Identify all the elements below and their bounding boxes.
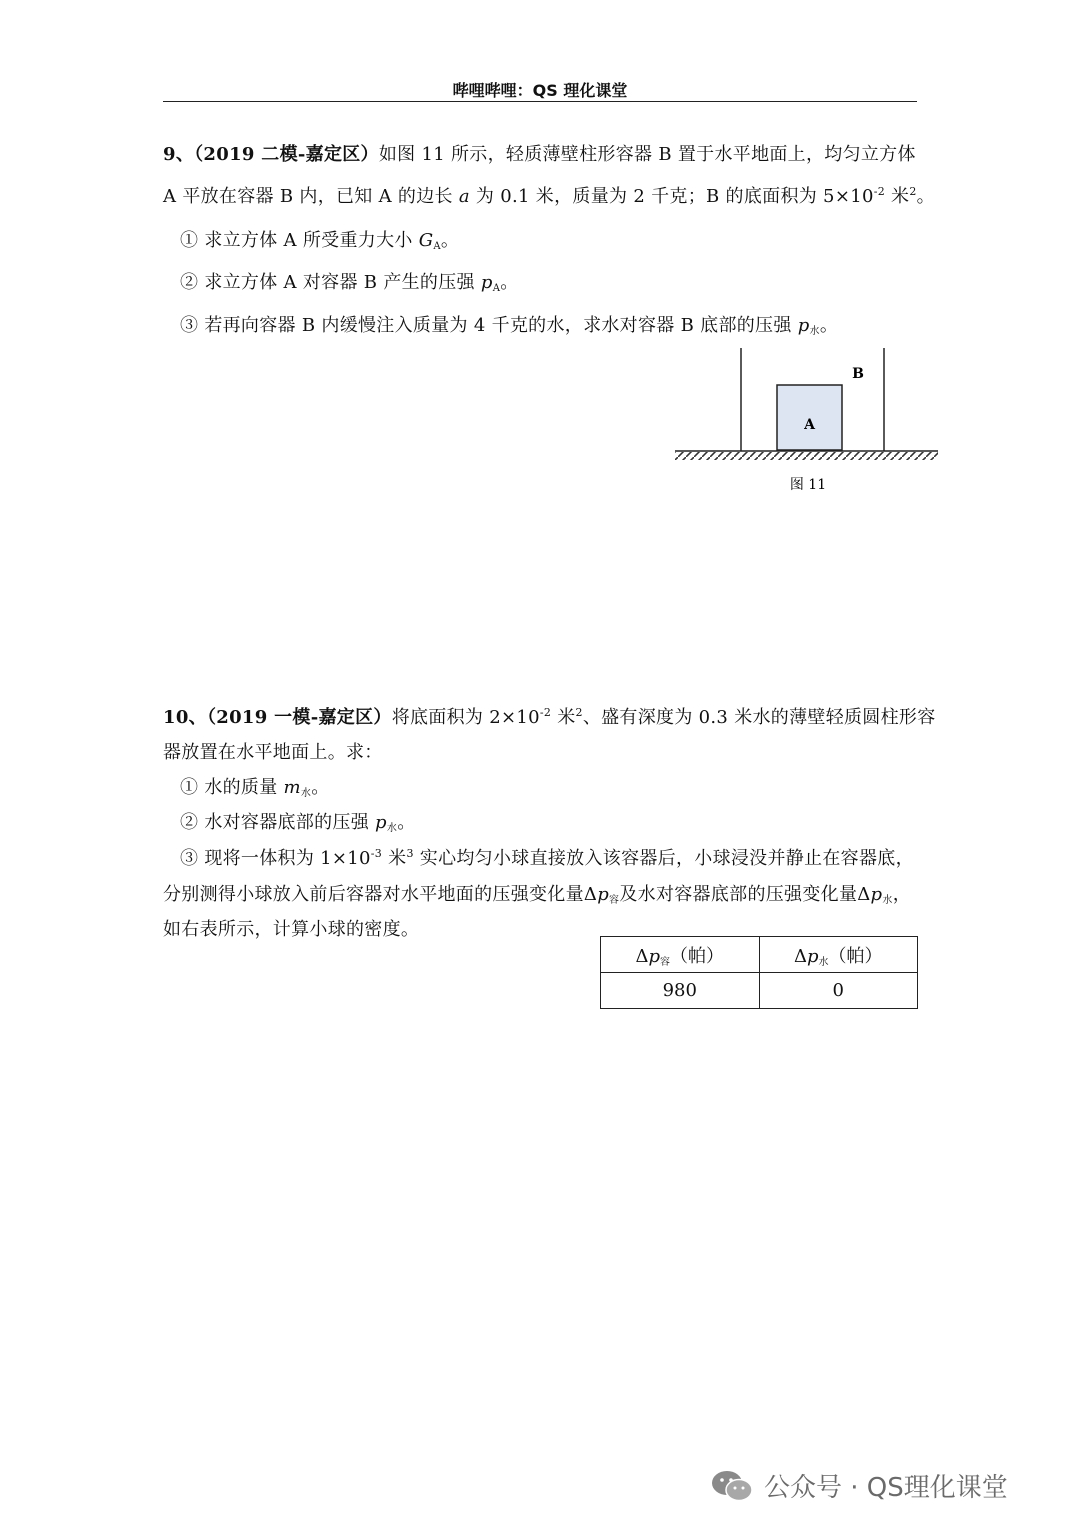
table-cell: 980 — [601, 973, 760, 1009]
q9-line-1 — [163, 140, 916, 166]
q9-item-3-end: 。 — [819, 315, 839, 336]
q9-text-2c: 米 — [885, 186, 910, 207]
q9-exp2: 2 — [909, 185, 917, 198]
q9-var-a: a — [458, 186, 470, 207]
q10-item-2-sub: 水 — [386, 823, 398, 834]
q10-item-2-var: p — [375, 812, 387, 833]
q9-text-1: 如图 11 所示，轻质薄壁柱形容器 B 置于水平地面上，均匀立方体 — [378, 144, 916, 165]
q10-line-b1 — [163, 880, 911, 906]
q10-text-1b: 米 — [551, 707, 576, 728]
q10-item-3 — [180, 844, 914, 870]
q10-item-2-text: ② 水对容器底部的压强 — [180, 812, 376, 833]
q9-item-1-sub: A — [433, 241, 441, 252]
table-header-row — [601, 937, 918, 973]
q10-line-b1-var: p — [597, 884, 610, 905]
q9-item-2-var: p — [480, 272, 493, 293]
q9-exp: -2 — [873, 185, 886, 198]
page-header: 哔哩哔哩：QS 理化课堂 — [452, 81, 628, 100]
q9-text-2a: A 平放在容器 B 内，已知 A 的边长 — [163, 186, 459, 207]
q10-item-3-exp2: 3 — [406, 847, 414, 860]
q9-item-2-end: 。 — [500, 272, 519, 293]
q9-item-3-var: p — [797, 315, 810, 336]
pressure-change-table — [600, 936, 918, 1009]
q9-item-3-text: ③ 若再向容器 B 内缓慢注入质量为 4 千克的水，求水对容器 B 底部的压强 — [180, 315, 798, 336]
h1-unit: （帕） — [670, 945, 725, 967]
q10-exp2: 2 — [575, 706, 583, 719]
q10-line-b1-end: ， — [892, 884, 911, 905]
q9-number-source: 9、（2019 二模-嘉定区） — [163, 144, 379, 165]
header-divider — [163, 101, 917, 102]
table-header-cell — [601, 937, 760, 973]
watermark-text: 公众号 · QS理化课堂 — [764, 1473, 1008, 1503]
q10-text-1c: 、盛有深度为 0.3 米水的薄壁轻质圆柱形容 — [582, 707, 936, 728]
figure-11 — [670, 345, 945, 505]
h2-sub: 水 — [818, 956, 829, 968]
h2-var: p — [806, 945, 819, 967]
table-row — [601, 973, 918, 1009]
q10-number-source: 10、（2019 一模-嘉定区） — [163, 707, 392, 728]
q9-item-1-text: ① 求立方体 A 所受重力大小 — [180, 230, 419, 251]
q10-line-b2: 如右表所示，计算小球的密度。 — [163, 919, 420, 940]
h1-var: p — [648, 945, 661, 967]
q10-line-1 — [163, 703, 936, 729]
q10-line-2: 器放置在水平地面上。求： — [163, 742, 383, 763]
q10-text-1a: 将底面积为 2×10 — [391, 707, 540, 728]
q9-text-2b: 为 0.1 米，质量为 2 千克；B 的底面积为 5×10 — [469, 186, 874, 207]
q10-exp: -2 — [539, 706, 552, 719]
container-b-label: B — [852, 366, 864, 382]
q9-item-2 — [180, 268, 519, 294]
q10-item-1-end: 。 — [311, 777, 330, 798]
q10-item-2 — [180, 808, 416, 834]
h2-unit: （帕） — [828, 945, 883, 967]
q9-item-3-sub: 水 — [809, 326, 820, 337]
q10-line-b1-var2: p — [870, 884, 883, 905]
q10-line-b1-sub: 容 — [609, 895, 620, 906]
q10-item-3-text-c: 实心均匀小球直接放入该容器后，小球浸没并静止在容器底， — [413, 848, 914, 869]
h2-delta: Δ — [793, 945, 807, 967]
table-header-cell — [759, 937, 918, 973]
q10-item-3-text-b: 米 — [382, 848, 407, 869]
cube-a-label: A — [804, 417, 815, 433]
q9-item-3 — [180, 311, 838, 337]
ground-hatch — [675, 452, 938, 460]
q10-line-b1-mid: 及水对容器底部的压强变化量Δ — [619, 884, 871, 905]
h1-delta: Δ — [635, 945, 649, 967]
table-cell: 0 — [759, 973, 918, 1009]
figure-caption: 图 11 — [789, 477, 827, 493]
q10-item-3-text: ③ 现将一体积为 1×10 — [180, 848, 371, 869]
q9-line-2 — [163, 182, 935, 208]
q9-text-2d: 。 — [916, 186, 935, 207]
q9-item-1 — [180, 226, 459, 252]
q10-line-b1-sub2: 水 — [882, 895, 893, 906]
q9-item-2-sub: A — [492, 283, 501, 294]
q10-item-1-var: m — [283, 777, 301, 798]
q9-item-1-var: G — [418, 230, 434, 251]
q9-item-2-text: ② 求立方体 A 对容器 B 产生的压强 — [180, 272, 481, 293]
q10-item-1 — [180, 773, 330, 799]
q10-item-1-sub: 水 — [300, 788, 312, 799]
q10-line-b1-text: 分别测得小球放入前后容器对水平地面的压强变化量Δ — [163, 884, 598, 905]
q9-item-1-end: 。 — [440, 230, 460, 251]
q10-item-3-exp: -3 — [370, 847, 383, 860]
wechat-icon — [710, 1469, 754, 1503]
watermark — [710, 1467, 1008, 1504]
q10-item-1-text: ① 水的质量 — [180, 777, 284, 798]
q10-item-2-end: 。 — [397, 812, 416, 833]
h1-sub: 容 — [660, 956, 671, 968]
